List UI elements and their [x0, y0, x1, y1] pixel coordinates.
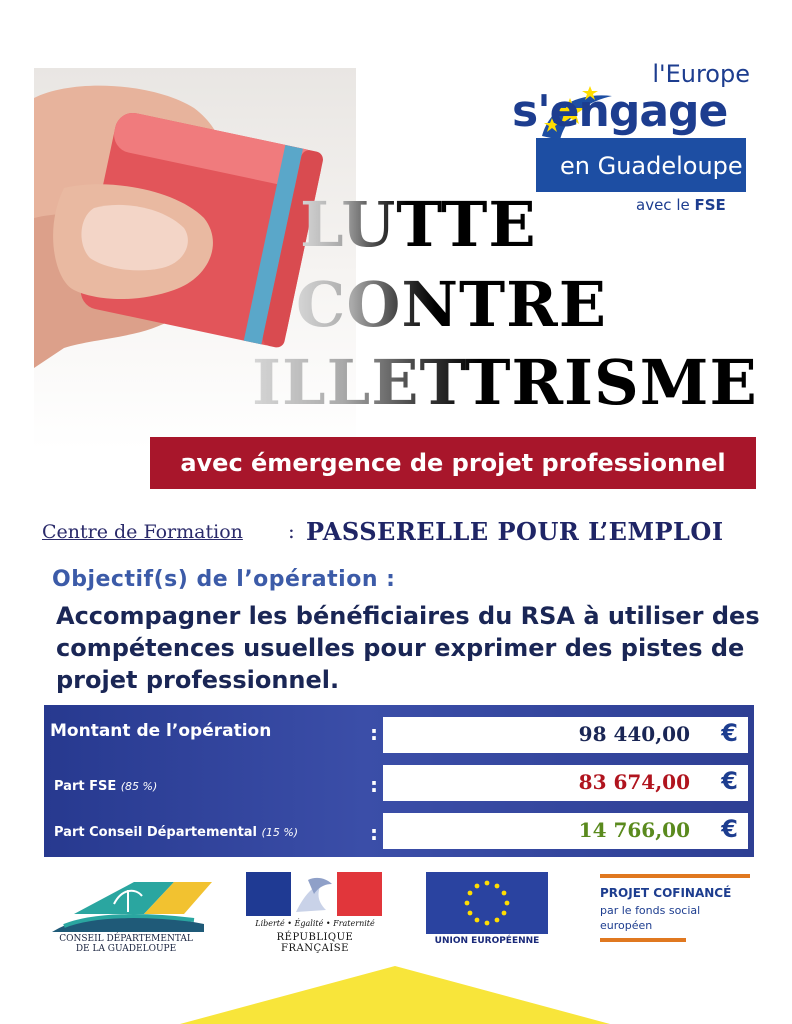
financing-panel — [44, 705, 754, 857]
eu-flag-stars-icon — [426, 872, 548, 934]
financing-value-box — [383, 717, 748, 753]
conseil-departemental-line1: CONSEIL DÉPARTEMENTAL — [59, 934, 193, 944]
centre-colon: : — [288, 519, 295, 543]
financing-label — [54, 779, 157, 794]
eu-logo-line1: l'Europe — [652, 60, 750, 88]
financing-colon: : — [370, 821, 378, 845]
fse-logo-bottom-bar — [600, 938, 686, 942]
subtitle-banner: avec émergence de projet professionnel — [150, 437, 756, 489]
yellow-triangle-decoration-icon — [180, 966, 610, 1024]
financing-colon: : — [370, 721, 378, 745]
republique-francaise-name: RÉPUBLIQUE FRANÇAISE — [276, 932, 354, 954]
euro-icon: € — [721, 719, 738, 747]
centre-value: PASSERELLE POUR L’EMPLOI — [306, 517, 724, 546]
eu-logo-line3: en Guadeloupe — [560, 152, 743, 180]
conseil-departemental-name — [46, 934, 206, 954]
eu-flag-logo — [426, 872, 548, 934]
financing-row-total — [44, 713, 754, 753]
eu-logo-fse-text: FSE — [694, 196, 726, 214]
fse-logo-line3: européen — [600, 919, 653, 932]
fse-logo-line1: PROJET COFINANCÉ — [600, 886, 732, 900]
eu-name: UNION EUROPÉENNE — [434, 936, 540, 946]
fse-logo-line2: par le fonds social — [600, 904, 701, 917]
financing-label-text: Part Conseil Départemental — [54, 825, 258, 840]
title-line-1: LUTTE — [300, 188, 537, 261]
financing-row-fse — [44, 761, 754, 801]
financing-colon: : — [370, 773, 378, 797]
republique-francaise-motto: Liberté • Égalité • Fraternité — [255, 919, 375, 928]
fse-logo-top-bar — [600, 874, 750, 878]
financing-row-cd — [44, 809, 754, 849]
financing-value: 83 674,00 — [578, 770, 690, 794]
financing-label — [54, 825, 298, 840]
eu-logo-line2: s'engage — [512, 86, 728, 137]
eu-logo-line4 — [636, 196, 726, 214]
title-line-3: ILLETTRISME — [252, 346, 758, 419]
eu-logo-avec-text: avec le — [636, 196, 695, 214]
republique-francaise-logo-icon — [246, 872, 382, 916]
euro-icon: € — [721, 815, 738, 843]
centre-label: Centre de Formation — [42, 521, 243, 543]
financing-label — [50, 721, 271, 741]
financing-pct: (15 %) — [261, 826, 299, 839]
financing-value-box — [383, 813, 748, 849]
conseil-departemental-line2: DE LA GUADELOUPE — [75, 944, 177, 954]
euro-icon: € — [721, 767, 738, 795]
financing-label-text: Montant de l’opération — [50, 721, 272, 741]
financing-pct: (85 %) — [120, 780, 158, 793]
objectives-heading: Objectif(s) de l’opération : — [52, 567, 396, 592]
objectives-text: Accompagner les bénéficiaires du RSA à utiliser des compétences usuelles pour exprimer des pistes de projet professionnel. — [56, 602, 760, 694]
financing-label-text: Part FSE — [54, 779, 117, 794]
financing-value: 14 766,00 — [578, 818, 690, 842]
financing-value-box — [383, 765, 748, 801]
title-line-2: CONTRE — [296, 268, 607, 341]
financing-value: 98 440,00 — [578, 722, 690, 746]
